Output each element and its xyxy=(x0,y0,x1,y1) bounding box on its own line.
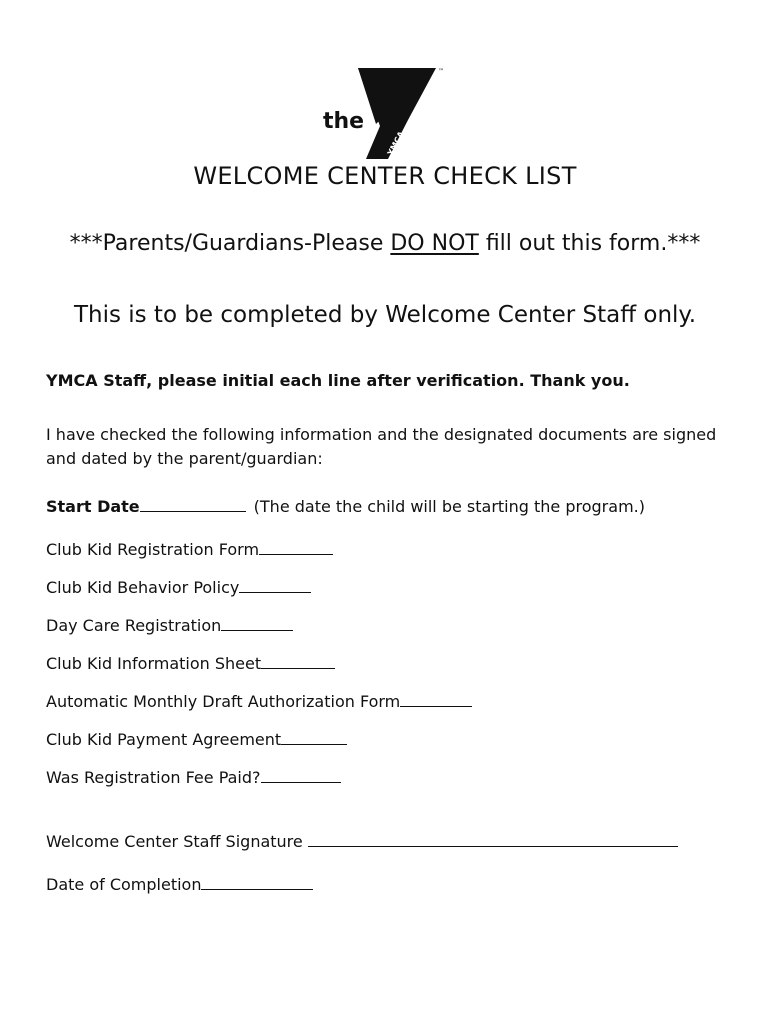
form-title: WELCOME CENTER CHECK LIST xyxy=(193,162,577,190)
intro-text: I have checked the following information and the designated documents are signed and dated by the parent/guardian: xyxy=(46,425,717,468)
checklist-item-label: Club Kid Payment Agreement xyxy=(46,730,282,749)
checklist-item-label: Club Kid Information Sheet xyxy=(46,654,262,673)
logo-trademark: ™ xyxy=(438,68,444,75)
checklist-item xyxy=(46,692,472,711)
checklist-item-label: Club Kid Behavior Policy xyxy=(46,578,240,597)
checklist-item xyxy=(46,730,347,749)
ymca-logo-mark xyxy=(318,64,450,164)
initial-blank[interactable] xyxy=(261,768,341,783)
signature-blank[interactable] xyxy=(308,832,678,847)
start-date-row xyxy=(46,497,645,516)
start-date-note: (The date the child will be starting the program.) xyxy=(253,497,645,516)
initial-blank[interactable] xyxy=(259,540,333,555)
staff-instruction: YMCA Staff, please initial each line after verification. Thank you. xyxy=(46,371,630,390)
warning-emphasis: DO NOT xyxy=(390,231,479,256)
warning-suffix: fill out this form.*** xyxy=(478,231,701,256)
initial-blank[interactable] xyxy=(281,730,347,745)
checklist-item-label: Club Kid Registration Form xyxy=(46,540,260,559)
signature-row xyxy=(46,832,678,851)
checklist-item-label: Automatic Monthly Draft Authorization Form xyxy=(46,692,401,711)
completion-date-blank[interactable] xyxy=(201,875,313,890)
checklist-item-label: Day Care Registration xyxy=(46,616,222,635)
ymca-logo xyxy=(318,64,450,164)
parent-warning xyxy=(0,231,770,256)
start-date-label: Start Date xyxy=(46,497,140,516)
initial-blank[interactable] xyxy=(221,616,293,631)
warning-prefix: ***Parents/Guardians-Please xyxy=(69,231,391,256)
signature-label: Welcome Center Staff Signature xyxy=(46,832,308,851)
checklist-item xyxy=(46,578,311,597)
completion-date-label: Date of Completion xyxy=(46,875,202,894)
initial-blank[interactable] xyxy=(261,654,335,669)
completion-date-row xyxy=(46,875,313,894)
checklist-item xyxy=(46,616,293,635)
checklist-item-label: Was Registration Fee Paid? xyxy=(46,768,261,787)
logo-ymca-text: YMCA xyxy=(385,129,406,157)
initial-blank[interactable] xyxy=(400,692,472,707)
initial-blank[interactable] xyxy=(239,578,311,593)
logo-the-text: the xyxy=(323,109,365,134)
staff-only-notice: This is to be completed by Welcome Center Staff only. xyxy=(73,302,697,328)
checklist-item xyxy=(46,768,341,787)
checklist-item xyxy=(46,654,335,673)
checklist-item xyxy=(46,540,333,559)
start-date-blank[interactable] xyxy=(140,497,246,512)
